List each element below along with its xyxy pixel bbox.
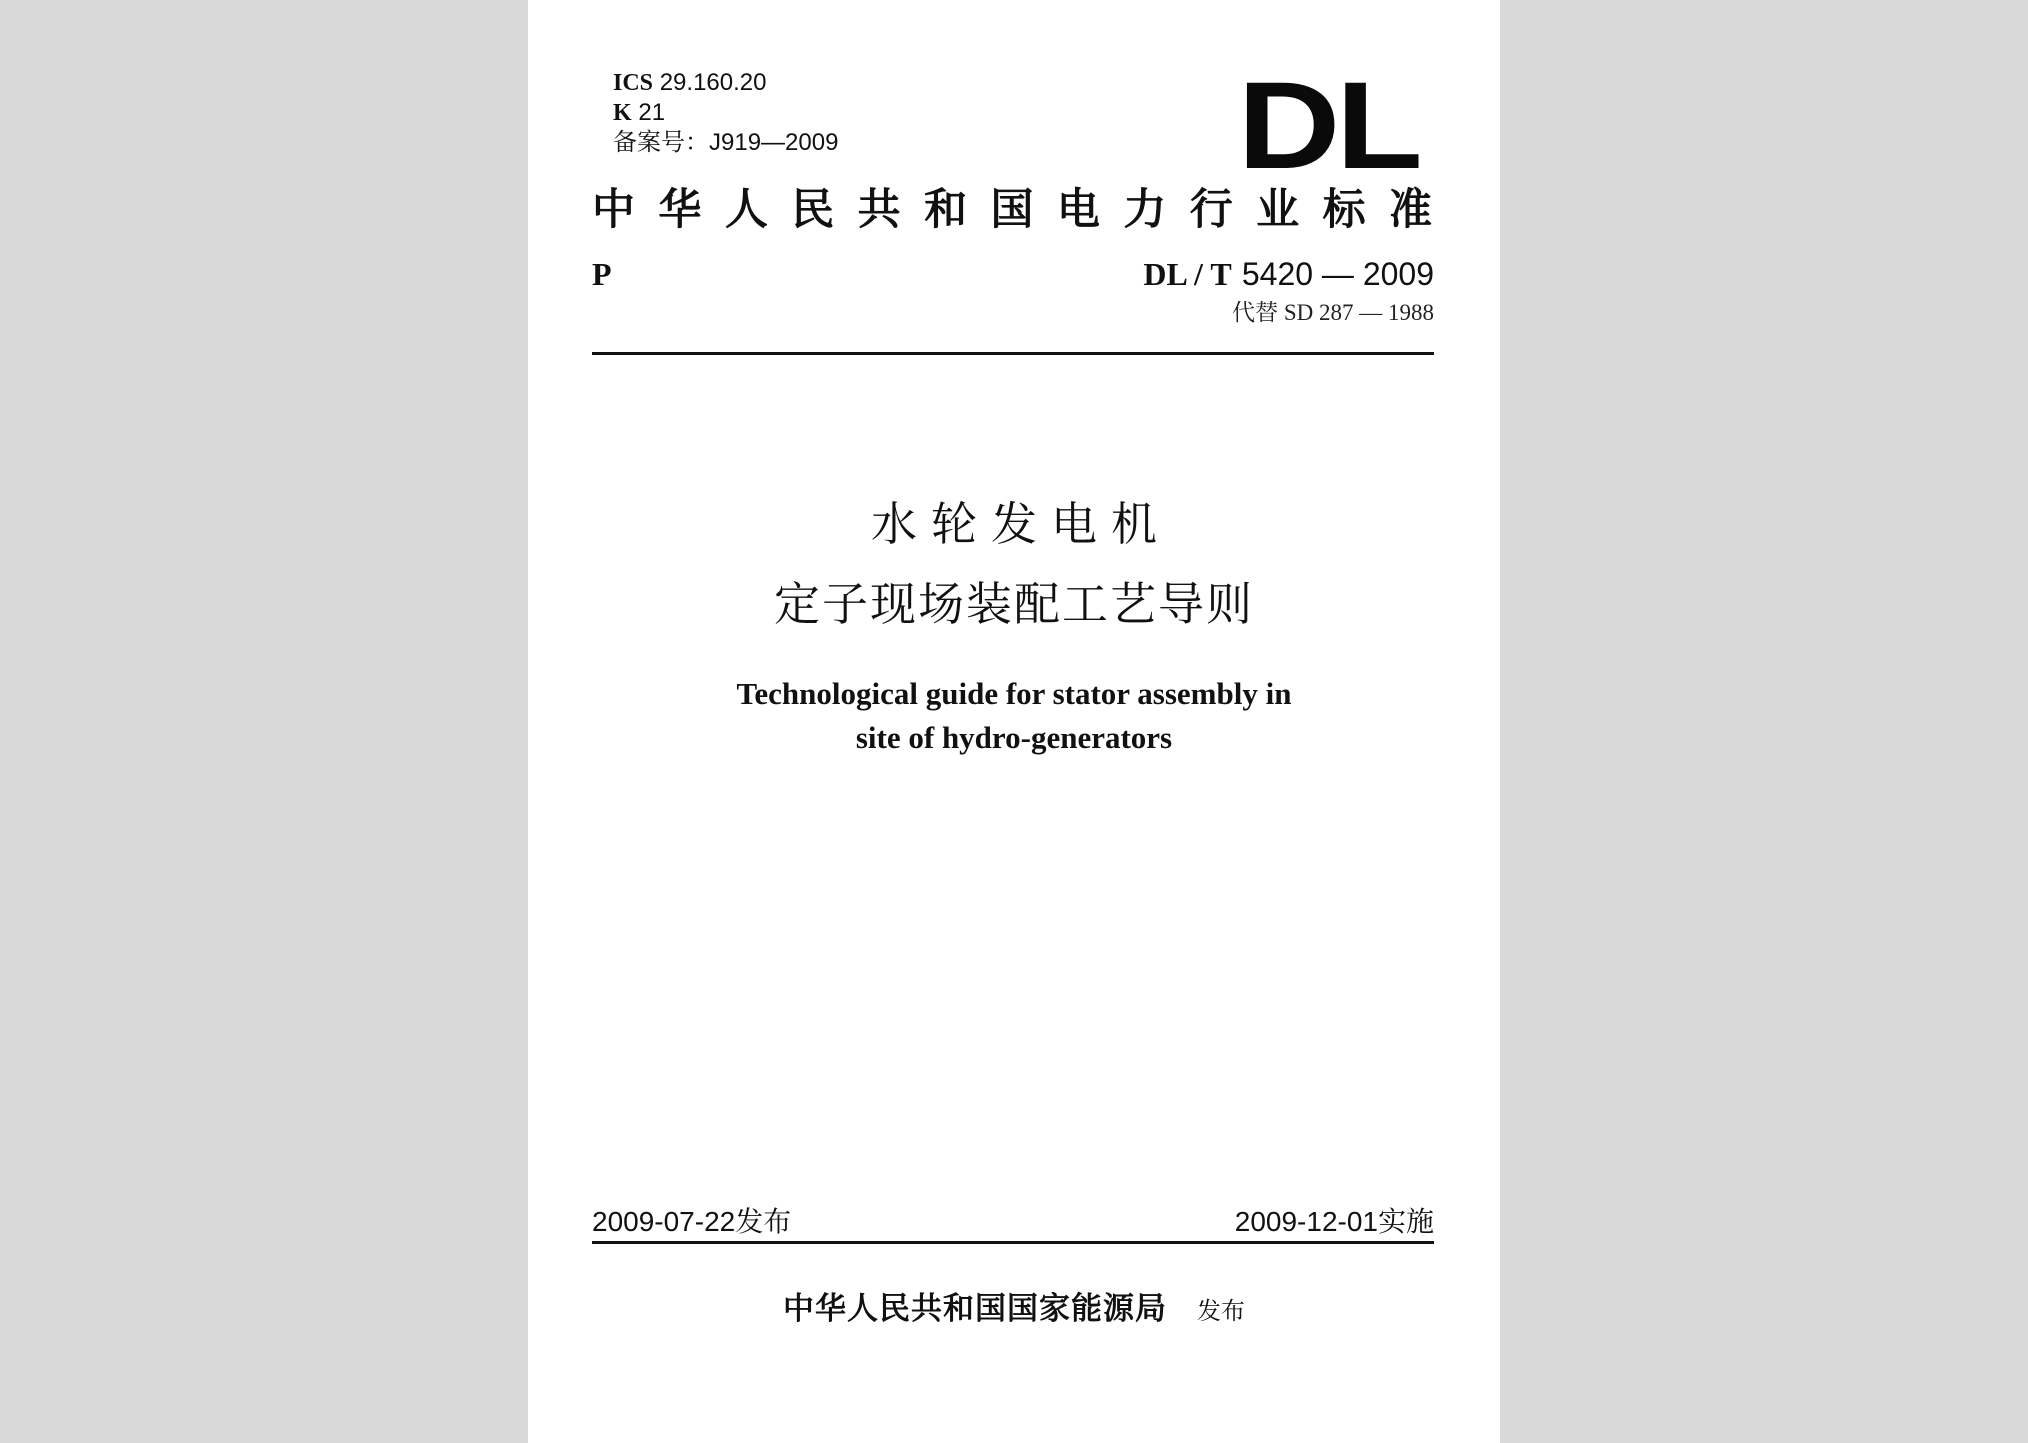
ics-value: 29.160.20 bbox=[659, 69, 767, 96]
k-code bbox=[613, 98, 665, 128]
issue-date: 2009-07-22发布 bbox=[592, 1206, 792, 1237]
top-divider bbox=[592, 352, 1434, 355]
title-english-line-1: Technological guide for stator assembly in bbox=[736, 676, 1292, 711]
record-number: 备案号：J919—2009 bbox=[613, 129, 839, 156]
standard-number bbox=[1143, 254, 1434, 294]
title-chinese-line-2: 定子现场装配工艺导则 bbox=[774, 577, 1254, 631]
ics-label: ICS bbox=[613, 70, 654, 96]
title-english-line-2: site of hydro-generators bbox=[855, 720, 1173, 755]
k-value: 21 bbox=[638, 99, 666, 126]
issuer-organization: 中华人民共和国国家能源局 bbox=[783, 1291, 1167, 1327]
bottom-divider bbox=[592, 1241, 1434, 1244]
classification-code: P bbox=[592, 256, 612, 292]
effective-date: 2009-12-01实施 bbox=[1234, 1206, 1434, 1237]
replaces-standard: 代替 SD 287 — 1988 bbox=[1232, 300, 1434, 325]
standard-number-value: 5420 — 2009 bbox=[1241, 256, 1434, 292]
issuer-suffix: 发布 bbox=[1197, 1297, 1245, 1325]
dl-logo: DL bbox=[1237, 57, 1418, 195]
issuer bbox=[528, 1288, 1500, 1332]
standard-category-title: 中华人民共和国电力行业标准 bbox=[592, 185, 1434, 235]
title-chinese-line-1: 水轮发电机 bbox=[871, 497, 1171, 551]
standard-number-prefix: DL / T bbox=[1143, 256, 1232, 292]
k-label: K bbox=[613, 100, 632, 126]
ics-code bbox=[613, 68, 766, 98]
document-cover bbox=[528, 0, 1500, 1443]
